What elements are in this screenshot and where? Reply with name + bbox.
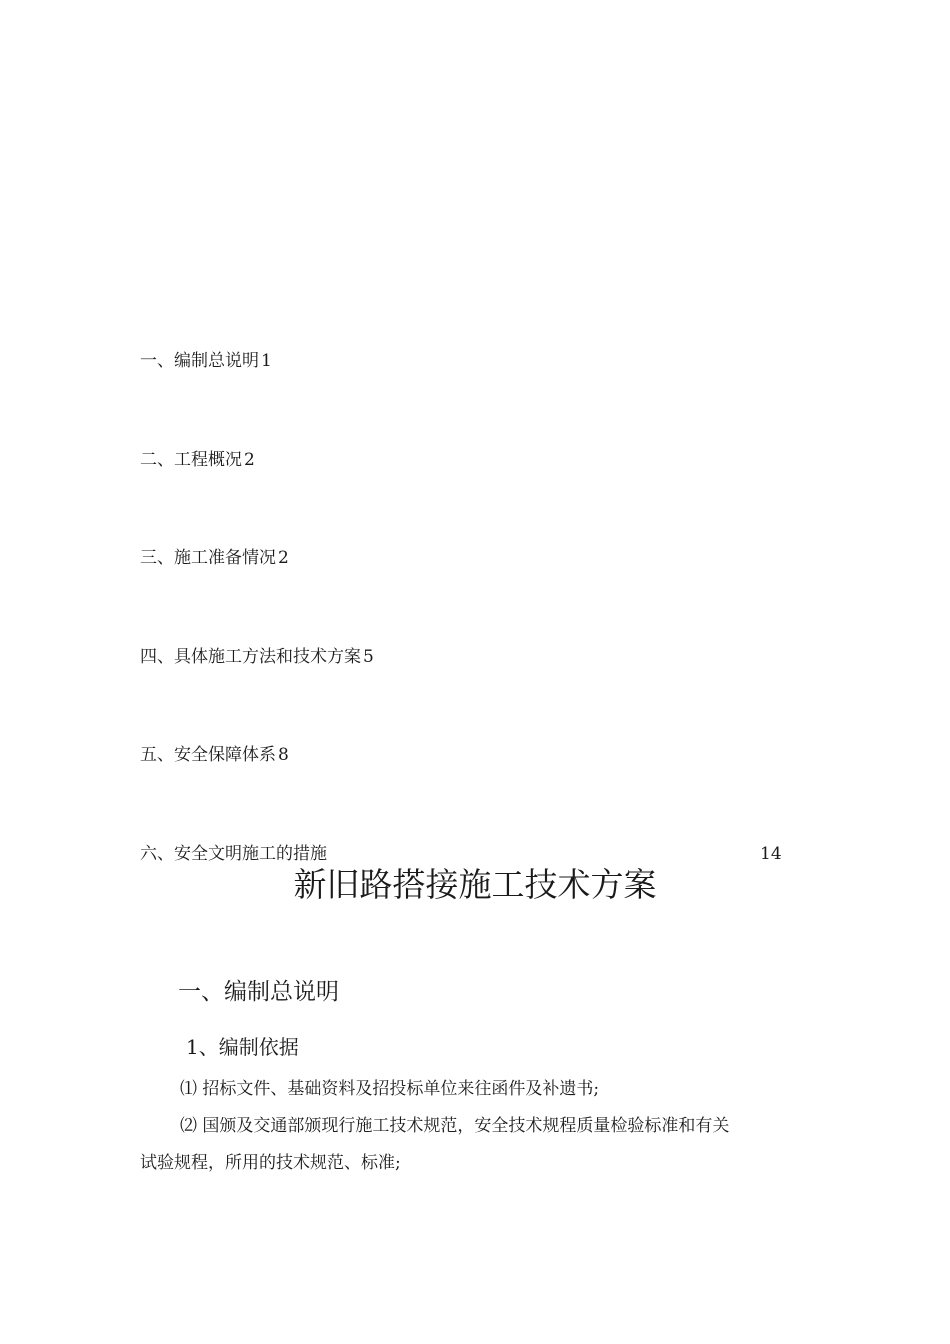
toc-entry-4[interactable]	[140, 647, 374, 667]
toc-entry-label: 五、安全保障体系	[140, 745, 276, 765]
document-title: 新旧路搭接施工技术方案	[293, 865, 657, 904]
toc-entry-3[interactable]	[140, 548, 289, 568]
toc-entry-page: 5	[363, 647, 374, 667]
paragraph-2: ⑵ 国颁及交通部颁现行施工技术规范，安全技术规程质量检验标准和有关	[180, 1116, 730, 1136]
toc-entry-page: 8	[278, 745, 289, 765]
toc-entry-2[interactable]	[140, 450, 255, 470]
paragraph-2-continued: 试验规程，所用的技术规范、标准;	[140, 1153, 401, 1173]
toc-entry-5[interactable]	[140, 745, 289, 765]
toc-entry-label: 六、安全文明施工的措施	[140, 844, 327, 864]
toc-entry-1[interactable]	[140, 351, 272, 371]
toc-entry-label: 二、工程概况	[140, 450, 242, 470]
toc-entry-label: 四、具体施工方法和技术方案	[140, 647, 361, 667]
toc-entry-6[interactable]	[140, 844, 327, 864]
toc-entry-page: 2	[278, 548, 289, 568]
toc-entry-6-page: 14	[760, 844, 782, 864]
toc-entry-page: 1	[261, 351, 272, 371]
sub-heading: 1、编制依据	[186, 1035, 299, 1059]
section-heading: 一、编制总说明	[178, 979, 339, 1005]
paragraph-1: ⑴ 招标文件、基础资料及招投标单位来往函件及补遗书;	[180, 1079, 600, 1099]
toc-entry-page: 2	[244, 450, 255, 470]
toc-entry-label: 三、施工准备情况	[140, 548, 276, 568]
toc-entry-label: 一、编制总说明	[140, 351, 259, 371]
